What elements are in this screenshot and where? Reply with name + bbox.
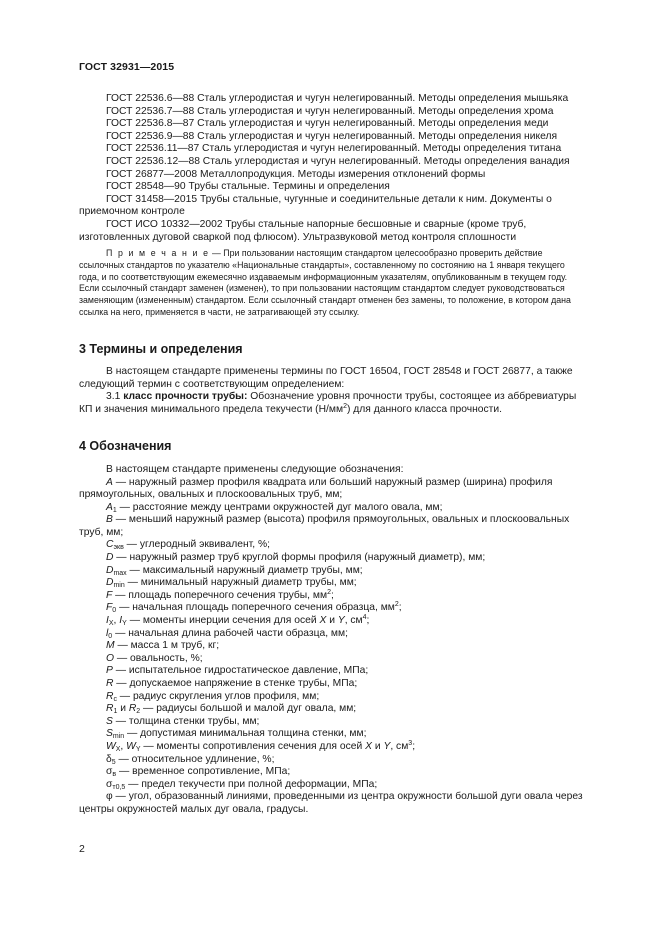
reference-item: ГОСТ 22536.11—87 Сталь углеродистая и чугун нелегированный. Методы определения титана bbox=[106, 143, 562, 155]
symbol: M bbox=[106, 640, 115, 652]
reference-list bbox=[79, 93, 584, 244]
symbol: P bbox=[106, 665, 113, 677]
reference-item: ГОСТ 22536.12—88 Сталь углеродистая и чугун нелегированный. Методы определения ванадия bbox=[106, 155, 570, 167]
symbol: I bbox=[106, 615, 109, 627]
symbol-description: — радиус скругления углов профиля, мм; bbox=[116, 690, 320, 702]
symbol-definition: $W_X$, $W_Y$ — моменты сопротивления сечения для осей X и Y, $см^3$; bbox=[106, 739, 416, 753]
symbol: D bbox=[106, 577, 114, 589]
term-name: класс прочности трубы: bbox=[123, 391, 248, 403]
symbol-definition bbox=[79, 678, 584, 691]
symbol-description: — угол, образованный линиями, проведенными из центра окружности большой дуги овала через центры окружностей малых дуг овала, градусы. bbox=[79, 791, 583, 815]
reference-item: ГОСТ 22536.8—87 Сталь углеродистая и чугун нелегированный. Методы определения меди bbox=[106, 118, 549, 130]
symbol: R bbox=[106, 690, 114, 702]
symbol-description: — начальная длина рабочей части образца, мм; bbox=[112, 627, 348, 639]
symbol: R bbox=[106, 703, 114, 715]
symbol-definition bbox=[79, 665, 584, 678]
symbol: D bbox=[106, 564, 114, 576]
symbol: A bbox=[106, 501, 113, 513]
symbol: C bbox=[106, 539, 114, 551]
symbol-definition: $l_0$ — начальная длина рабочей части образца, мм; bbox=[106, 627, 348, 640]
reference-item: ГОСТ 28548—90 Трубы стальные. Термины и определения bbox=[106, 181, 390, 193]
section-3-intro: В настоящем стандарте применены термины по ГОСТ 16504, ГОСТ 28548 и ГОСТ 26877, а также следующий термин с соответствующим определением: bbox=[79, 365, 573, 390]
symbol-definition: $S_{min}$ — допустимая минимальная толщина стенки, мм; bbox=[106, 728, 367, 741]
symbol: O bbox=[106, 652, 115, 664]
symbol: σ bbox=[106, 766, 113, 778]
symbol-definition bbox=[79, 477, 584, 502]
symbol-description: — максимальный наружный диаметр трубы, мм; bbox=[126, 564, 363, 576]
symbol-description: — испытательное гидростатическое давление, МПа; bbox=[112, 665, 369, 677]
symbol-description: — наружный размер профиля квадрата или больший наружный размер (ширина) профиля прямоугольных, овальных и плоскоовальных труб, мм; bbox=[79, 476, 553, 501]
symbol-definition: $D_{max}$ — максимальный наружный диаметр трубы, мм; bbox=[106, 564, 363, 577]
section-3-title: 3 Термины и определения bbox=[79, 342, 243, 357]
symbol-description: — толщина стенки трубы, мм; bbox=[112, 715, 260, 727]
section-4-title: 4 Обозначения bbox=[79, 439, 172, 454]
symbol-description: — наружный размер труб круглой формы профиля (наружный диаметр), мм; bbox=[113, 552, 486, 564]
symbol-description: — моменты инерции сечения для осей bbox=[126, 615, 320, 627]
symbol-definition bbox=[79, 653, 584, 666]
symbol-definition: $A_1$ — расстояние между центрами окружностей дуг малого овала, мм; bbox=[106, 501, 443, 514]
symbol: W bbox=[106, 740, 116, 752]
page-header: ГОСТ 32931—2015 bbox=[79, 61, 175, 73]
symbol-description: — допустимая минимальная толщина стенки, мм; bbox=[124, 728, 367, 740]
symbol: S bbox=[106, 715, 113, 727]
symbol-description: — минимальный наружный диаметр трубы, мм; bbox=[124, 577, 357, 589]
symbol-description: — масса 1 м труб, кг; bbox=[114, 640, 220, 652]
symbol: l bbox=[106, 627, 109, 639]
symbol: R bbox=[106, 678, 114, 689]
symbol-definition: $I_X$, $I_Y$ — моменты инерции сечения для осей X и Y, $см^4$; bbox=[106, 614, 370, 628]
reference-item: ГОСТ ИСО 10332—2002 Трубы стальные напорные бесшовные и сварные (кроме труб, изготовленных дуговой сваркой под флюсом). Ультразвуковой метод контроля сплошности bbox=[79, 218, 527, 243]
symbol-description: — моменты сопротивления сечения для осей bbox=[140, 740, 366, 752]
symbol: A bbox=[106, 476, 113, 488]
page-body bbox=[79, 93, 584, 817]
term-3-1: 3.1 класс прочности трубы: Обозначение уровня прочности трубы, состоящее из аббревиатуры КП и значения минимального предела текучести $(Н/мм^2)$ для данного класса прочности. bbox=[79, 391, 577, 415]
symbol: S bbox=[106, 728, 113, 740]
symbol: φ bbox=[106, 791, 113, 803]
symbol-definition: $R_1$ и $R_2$ — радиусы большой и малой дуг овала, мм; bbox=[106, 703, 357, 716]
reference-item: ГОСТ 22536.7—88 Сталь углеродистая и чугун нелегированный. Методы определения хрома bbox=[106, 105, 554, 117]
symbol-definition: $C_{экв}$ — углеродный эквивалент, %; bbox=[106, 539, 270, 552]
reference-item: ГОСТ 26877—2008 Металлопродукция. Методы измерения отклонений формы bbox=[106, 168, 486, 180]
symbol: F bbox=[106, 589, 113, 601]
symbol-definition: $R_c$ — радиус скругления углов профиля, мм; bbox=[106, 690, 320, 703]
symbol: D bbox=[106, 552, 114, 564]
page-number: 2 bbox=[79, 843, 85, 855]
reference-item: ГОСТ 31458—2015 Трубы стальные, чугунные и соединительные детали к ним. Документы о приемочном контроле bbox=[79, 193, 552, 218]
reference-item: ГОСТ 22536.6—88 Сталь углеродистая и чугун нелегированный. Методы определения мышьяка bbox=[106, 93, 569, 104]
note-text: — При пользовании настоящим стандартом целесообразно проверить действие ссылочных стандартов по указателю «Национальные стандарты», составленному по состоянию на 1 января текущего года, и по соответствующим ежемесячно издаваемым информационным указателям, опубликованным в текущем году. Если ссылочный стандарт заменен (изменен), то при пользовании настоящим стандартом следует руководствоваться заменяющим (измененным) стандартом. Если ссылочный стандарт отменен без замены, то положение, в котором дана ссылка на него, применяется в части, не затрагивающей эту ссылку. bbox=[79, 248, 571, 317]
symbol: σ bbox=[106, 778, 113, 790]
term-number: 3.1 bbox=[106, 391, 124, 403]
symbol-list bbox=[79, 477, 584, 817]
symbol-description: — расстояние между центрами окружностей дуг малого овала, мм; bbox=[116, 501, 443, 513]
symbol-description: — овальность, %; bbox=[114, 652, 203, 664]
symbol-description: — начальная площадь поперечного сечения образца, мм bbox=[116, 602, 395, 614]
symbol-description: — площадь поперечного сечения трубы, мм bbox=[112, 589, 328, 601]
symbol: B bbox=[106, 514, 113, 526]
symbol-definition bbox=[79, 640, 584, 653]
symbol-description: — допускаемое напряжение в стенке трубы, МПа; bbox=[113, 678, 358, 689]
symbol-description: — радиусы большой и малой дуг овала, мм; bbox=[140, 703, 357, 715]
term-definition: Обозначение уровня прочности трубы, состоящее из аббревиатуры КП и значения минимального предела текучести (Н/мм bbox=[79, 391, 577, 415]
symbol-description: — углеродный эквивалент, %; bbox=[123, 539, 270, 551]
symbol-description: — предел текучести при полной деформации, МПа; bbox=[125, 778, 378, 790]
symbol-definition bbox=[79, 514, 584, 539]
reference-item: ГОСТ 22536.9—88 Сталь углеродистая и чугун нелегированный. Методы определения никеля bbox=[106, 130, 558, 142]
symbol-definition: $\delta_5$ — относительное удлинение, %; bbox=[106, 753, 275, 766]
symbol-definition bbox=[79, 791, 584, 816]
symbol: F bbox=[106, 602, 113, 614]
symbol-definition: $D_{min}$ — минимальный наружный диаметр трубы, мм; bbox=[106, 577, 357, 590]
symbol-definition bbox=[79, 716, 584, 729]
symbol-description: — временное сопротивление, МПа; bbox=[116, 766, 291, 778]
note-paragraph bbox=[79, 248, 584, 318]
symbol-definition: $\sigma_в$ — временное сопротивление, МПа; bbox=[106, 766, 291, 779]
section-4-intro: В настоящем стандарте применены следующие обозначения: bbox=[106, 463, 404, 475]
symbol-definition: $\sigma_{т0,5}$ — предел текучести при полной деформации, МПа; bbox=[106, 778, 378, 791]
symbol: δ bbox=[106, 753, 112, 765]
symbol-description: — меньший наружный размер (высота) профиля прямоугольных, овальных и плоскоовальных труб, мм; bbox=[79, 514, 570, 538]
symbol-description: — относительное удлинение, %; bbox=[115, 753, 275, 765]
symbol-definition: $F_0$ — начальная площадь поперечного сечения образца, $мм^2$; bbox=[106, 601, 402, 615]
note-label: П р и м е ч а н и е bbox=[106, 248, 210, 259]
symbol-definition: F — площадь поперечного сечения трубы, $мм^2$; bbox=[106, 588, 334, 601]
symbol-definition bbox=[79, 552, 584, 565]
